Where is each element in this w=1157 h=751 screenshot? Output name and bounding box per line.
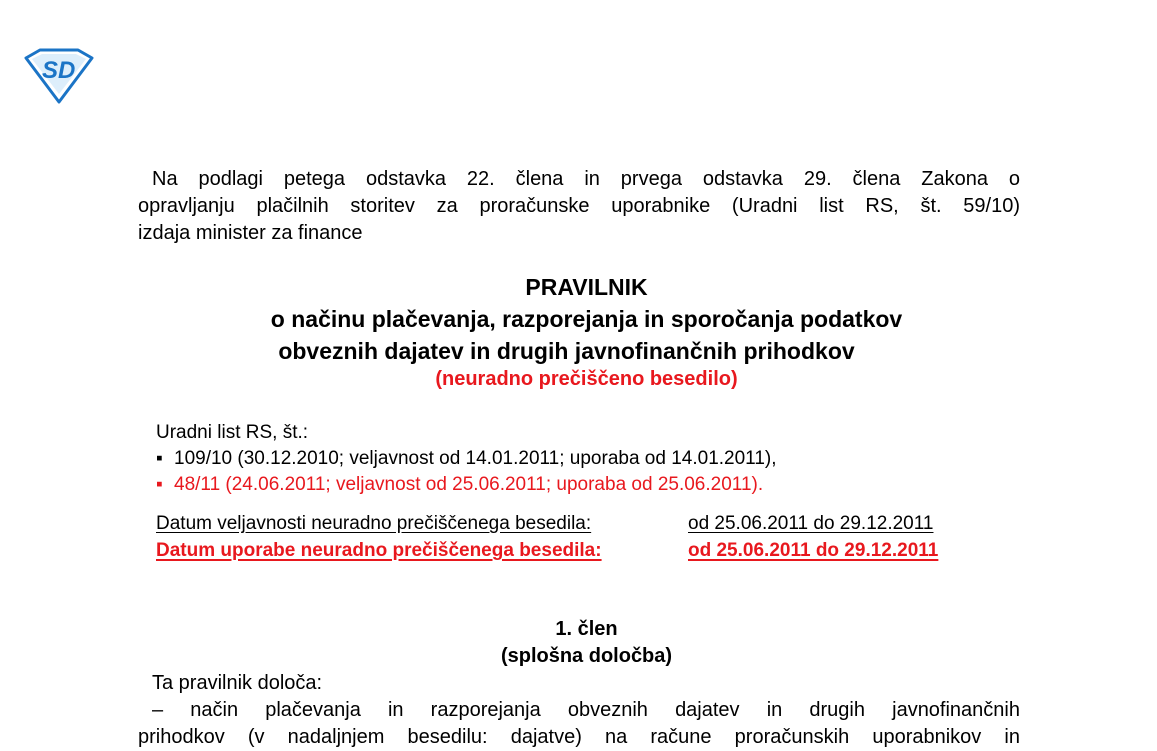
article-heading: (splošna določba) [500, 645, 673, 667]
article-1-header [8, 616, 1157, 670]
validity-date: od 25.06.2011 do 29.12.2011 [688, 513, 934, 534]
usage-label: Datum uporabe neuradno prečiščenega besedila: [156, 540, 602, 561]
logo-letter-s: S [42, 57, 59, 84]
validity-row [156, 510, 996, 537]
article-text-2: – način plačevanja in razporejanja obveznih dajatev in drugih javnofinančnih [152, 699, 1020, 721]
intro-line-3: izdaja minister za finance [138, 222, 363, 244]
usage-date: od 25.06.2011 do 29.12.2011 [688, 540, 939, 561]
title-line-3: obveznih dajatev in drugih javnofinančnih prihodkov [278, 338, 855, 364]
title-line-2: o načinu plačevanja, razporejanja in sporočanja podatkov [270, 306, 903, 332]
gazette-references [156, 420, 777, 498]
usage-row [156, 537, 996, 564]
article-number: 1. člen [555, 618, 618, 640]
gazette-item-text: 109/10 (30.12.2010; veljavnost od 14.01.2011; uporaba od 14.01.2011), [174, 448, 777, 469]
article-text-1: Ta pravilnik določa: [152, 672, 323, 694]
intro-line-1: Na podlagi petega odstavka 22. člena in prvega odstavka 29. člena Zakona o [152, 168, 1020, 190]
gazette-item [156, 446, 777, 472]
validity-block [156, 510, 996, 564]
article-text-3: prihodkov (v nadaljnjem besedilu: dajatve) na račune proračunskih uporabnikov in [138, 726, 1020, 748]
article-1-body [138, 670, 1020, 751]
gazette-item [156, 472, 777, 498]
logo-letter-d: D [58, 57, 76, 84]
intro-paragraph [138, 166, 1020, 247]
bullet-icon: ▪ [156, 474, 163, 495]
title-line-1: PRAVILNIK [525, 274, 648, 300]
company-logo [22, 48, 96, 104]
title-subtitle: (neuradno prečiščeno besedilo) [435, 368, 738, 390]
validity-label: Datum veljavnosti neuradno prečiščenega besedila: [156, 513, 592, 534]
bullet-icon: ▪ [156, 448, 163, 469]
document-title [8, 271, 1157, 391]
gazette-label: Uradni list RS, št.: [156, 422, 309, 443]
intro-line-2: opravljanju plačilnih storitev za proračunske uporabnike (Uradni list RS, št. 59/10) [138, 195, 1020, 217]
gazette-item-text: 48/11 (24.06.2011; veljavnost od 25.06.2011; uporaba od 25.06.2011). [174, 474, 764, 495]
